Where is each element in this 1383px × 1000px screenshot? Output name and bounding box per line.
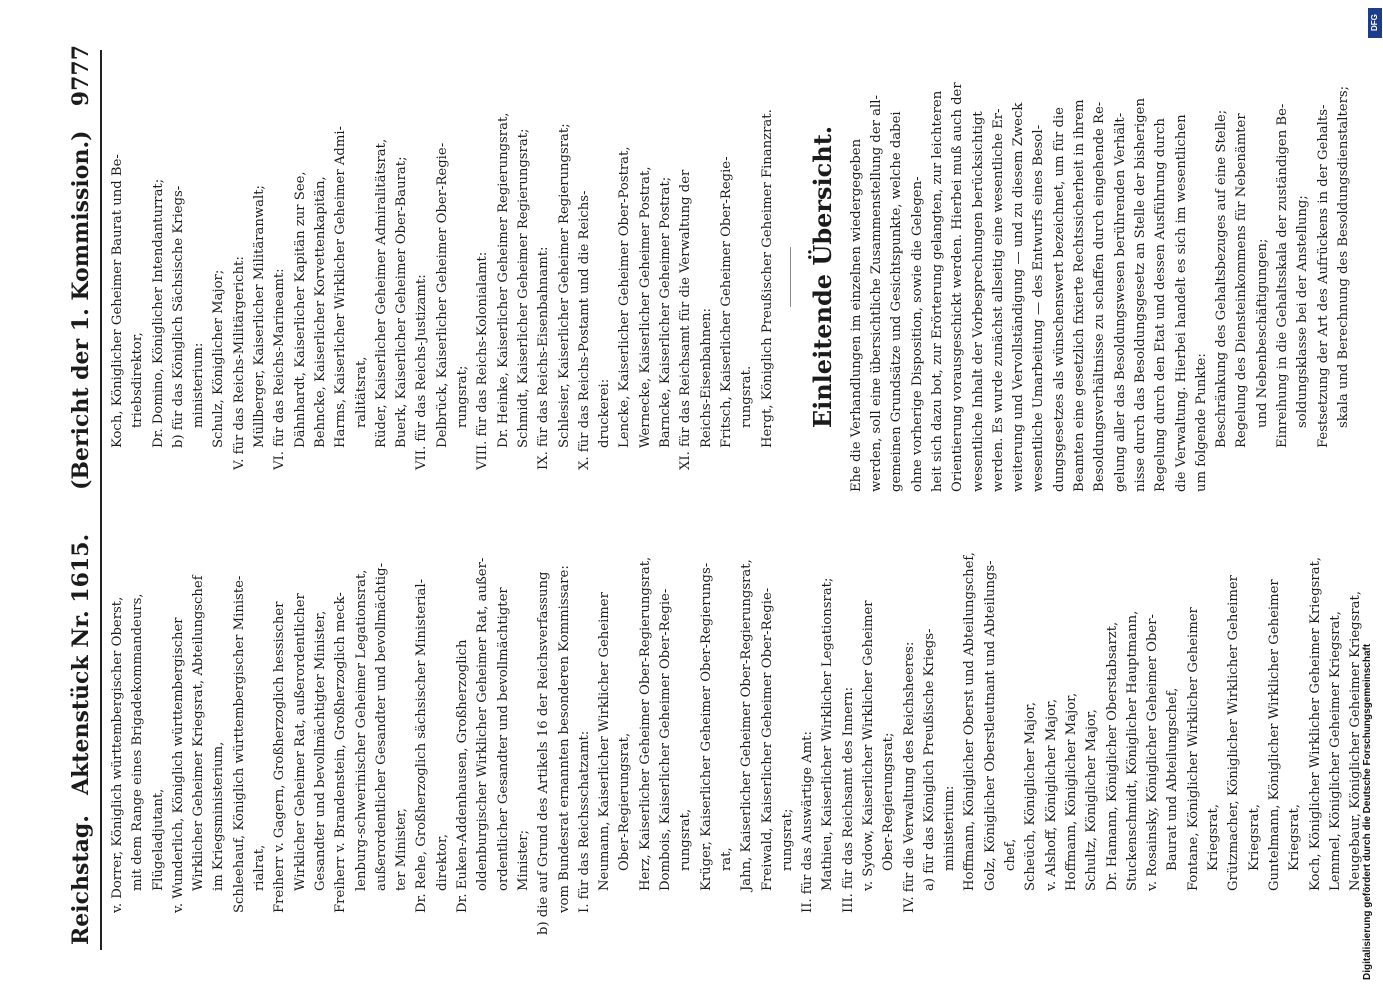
section-heading: Einleitende Übersicht. (807, 125, 837, 429)
text-line: Mathieu, Kaiserlicher Wirklicher Legationsrat; (820, 577, 836, 891)
text-line: vom Bundesrat ernannten besonderen Kommissare: (556, 565, 572, 913)
text-line: Grützmacher, Königlicher Wirklicher Geheimer (1226, 575, 1242, 891)
text-line: Reichs-Eisenbahnen: (698, 308, 714, 448)
left-column (108, 505, 1366, 935)
intro-paragraph (847, 62, 1212, 492)
text-line: Schulz, Königlicher Major; (211, 269, 227, 448)
text-line: Krüger, Kaiserlicher Geheimer Ober-Regierungs- (698, 562, 714, 891)
paragraph-line: Beamten eine gesetzlich fixierte Rechtssicherheit in ihrem (1072, 99, 1088, 492)
paragraph-line: dungsgesetzes als wünschenswert bezeichnet, um für die (1051, 107, 1067, 492)
paragraph-line: ohne vorherige Disposition, sowie die Gelegen- (909, 176, 925, 492)
text-line: rungsrat. (739, 365, 755, 428)
text-line: Kriegsrat, (1246, 803, 1262, 871)
text-line: rialrat, (252, 844, 268, 891)
commissioner-list (108, 62, 778, 492)
paragraph-line: wesentliche Inhalt der Vorbesprechungen berücksichtigt (970, 111, 986, 492)
text-line: ordentlicher Gesandter und bevollmächtigter (495, 587, 511, 891)
points-list (1212, 62, 1354, 492)
text-line: mit dem Range eines Brigadekommandeurs, (130, 593, 146, 891)
text-line: Neumann, Kaiserlicher Wirklicher Geheimer (597, 592, 613, 891)
point-line: und Nebenbeschäftigungen; (1254, 238, 1270, 428)
paragraph-line: nisse durch das Besoldungsgesetz an Stelle der bisherigen (1132, 98, 1148, 492)
text-line: oldenburgischer Wirklicher Geheimer Rat, außer- (475, 557, 491, 891)
text-line: XI. für das Reichsamt für die Verwaltung der (678, 169, 694, 470)
dfg-logo: DFG (1368, 8, 1382, 38)
paragraph-line: wesentliche Umarbeitung — des Entwurfs eines Besol- (1031, 124, 1047, 492)
header-rule (100, 50, 102, 950)
point-line: soldungsklasse bei der Anstellung; (1295, 195, 1311, 428)
paragraph-line: gelung aller das Besoldungswesen berührenden Verhält- (1112, 112, 1128, 492)
text-line: Lemmel, Königlicher Geheimer Kriegsrat, (1327, 611, 1343, 891)
text-line: II. für das Auswärtige Amt: (800, 731, 816, 913)
text-line: Fontane, Königlicher Wirklicher Geheimer (1185, 607, 1201, 891)
text-line: Scheüch, Königlicher Major, (1023, 701, 1039, 891)
text-line: Baurat und Abteilungschef, (1165, 687, 1181, 871)
paragraph-line: weiterung und Vervollständigung — und zu diesem Zweck (1011, 102, 1027, 492)
text-line: Neugebaur, Königlicher Geheimer Kriegsrat, (1348, 590, 1364, 891)
text-line: Müllberger, Kaiserlicher Militäranwalt; (252, 185, 268, 448)
text-line: VIII. für das Reichs-Kolonialamt: (475, 251, 491, 470)
point-line: skala und Berechnung des Besoldungsdienstalters; (1335, 85, 1351, 428)
text-line: Wernecke, Kaiserlicher Geheimer Postrat, (637, 166, 653, 448)
text-line: III. für das Reichsamt des Innern: (840, 686, 856, 913)
text-line: Freiherr v. Brandenstein, Großherzoglich meck- (333, 592, 349, 913)
text-line: Dr. Hamann, Königlicher Oberstabsarzt, (1104, 621, 1120, 891)
text-line: Schleehauf, Königlich württembergischer Ministe- (231, 575, 247, 913)
text-line: Wirklicher Geheimer Kriegsrat, Abteilungschef (191, 575, 207, 891)
text-line: Dr. Heinke, Kaiserlicher Geheimer Regierungsrat, (495, 112, 511, 448)
text-line: Koch, Königlicher Geheimer Baurat und Be- (110, 154, 125, 448)
text-line: v. Sydow, Kaiserlicher Wirklicher Geheimer (860, 600, 876, 891)
paragraph-line: heit sich dazu bot, zur Erörterung gelangten, zur leichteren (929, 90, 945, 492)
text-line: Wirklicher Geheimer Rat, außerordentlicher (292, 593, 308, 891)
paragraph-line: werden. Es wurde zunächst allseitig eine wesentliche Er- (990, 108, 1006, 492)
text-line: Guntelmann, Königlicher Wirklicher Geheimer (1266, 579, 1282, 891)
text-line: Harms, Kaiserlicher Wirklicher Geheimer Admi- (333, 126, 349, 448)
text-line: Dr. Domino, Königlicher Intendanturrat; (150, 178, 166, 448)
text-line: druckerei: (597, 378, 613, 448)
text-line: Dr. Rehe, Großherzoglich sächsischer Ministerial- (414, 578, 430, 913)
text-line: Dombois, Kaiserlicher Geheimer Ober-Regie- (658, 588, 674, 891)
point-line: Festsetzung der Art des Aufrückens in der Gehalts- (1315, 104, 1331, 448)
text-line: b) die auf Grund des Artikels 16 der Reichsverfassung (536, 571, 552, 935)
text-line: a) für das Königlich Preußische Kriegs- (921, 628, 937, 891)
text-line: Ober-Regierungsrat; (881, 732, 897, 871)
text-line: Golz, Königlicher Oberstleutnant und Abteilungs- (982, 560, 998, 891)
text-line: rungsrat; (779, 808, 795, 871)
text-line: Herz, Kaiserlicher Geheimer Ober-Regierungsrat, (637, 556, 653, 891)
paragraph-line: werden, soll eine übersichtliche Zusammenstellung der all- (869, 95, 885, 492)
text-line: IX. für das Reichs-Eisenbahnamt: (536, 246, 552, 470)
paragraph-line: um folgende Punkte: (1193, 353, 1209, 492)
paragraph-line: Besoldungsverhältnisse zu schaffen durch eingehende Re- (1092, 101, 1108, 492)
text-line: Flügeladjutant, (150, 788, 166, 891)
text-line: VI. für das Reichs-Marineamt: (272, 268, 288, 470)
section-divider (790, 247, 791, 307)
text-line: X. für das Reichs-Postamt und die Reichs- (576, 190, 592, 470)
text-line: v. Wunderlich, Königlich württembergischer (170, 617, 186, 913)
text-line: Barncke, Kaiserlicher Geheimer Postrat; (658, 176, 674, 448)
text-line: ministerium: (191, 342, 207, 428)
text-line: Lencke, Kaiserlicher Geheimer Ober-Postrat, (617, 146, 633, 448)
text-line: Hoffmann, Königlicher Oberst und Abteilungschef, (962, 552, 978, 891)
text-line: Ober-Regierungsrat, (617, 732, 633, 871)
text-line: Koch, Königlicher Wirklicher Geheimer Kriegsrat, (1307, 556, 1323, 891)
text-line: Kriegsrat, (1287, 803, 1303, 871)
text-line: Hoffmann, Königlicher Major, (1063, 692, 1079, 891)
text-line: chef, (1003, 838, 1019, 871)
paragraph-line: Regelung durch den Etat und dessen Ausführung durch (1153, 118, 1169, 492)
point-line: Einreihung in die Gehaltsskala der zuständigen Be- (1275, 103, 1291, 448)
text-line: Fritsch, Kaiserlicher Geheimer Ober-Regie- (718, 156, 734, 448)
page-header (62, 45, 102, 945)
text-line: rungsrat, (678, 808, 694, 871)
text-line: Hergt, Königlich Preußischer Geheimer Finanzrat. (759, 109, 775, 448)
text-line: Schlesier, Kaiserlicher Geheimer Regierungsrat; (556, 123, 572, 448)
text-line: Schmidt, Kaiserlicher Geheimer Regierungsrat; (515, 128, 531, 448)
text-line: Delbrück, Kaiserlicher Geheimer Ober-Regie- (434, 142, 450, 448)
point-line: Regelung des Diensteinkommens für Nebenämter (1234, 113, 1250, 448)
text-line: v. Alshoff, Königlicher Major, (1043, 698, 1059, 891)
paragraph-line: Orientierung vorausgeschickt werden. Hierbei muß auch der (950, 82, 966, 492)
text-line: außerordentlicher Gesandter und bevollmächtig- (373, 562, 389, 891)
text-line: Schultz, Königlicher Major, (1084, 709, 1100, 891)
digitization-note: Digitalisierung gefördert durch die Deutsche Forschungsgemeinschaft (1362, 643, 1373, 980)
paragraph-line: Ehe die Verhandlungen im einzelnen wiedergegeben (848, 138, 864, 492)
header-reichstag: Reichstag. (68, 815, 94, 945)
text-line: V. für das Reichs-Militärgericht: (231, 256, 247, 470)
text-line: ministerium: (942, 785, 958, 871)
point-line: Beschränkung des Gehaltsbezuges auf eine Stelle; (1214, 109, 1230, 448)
paragraph-line: gemeinen Grundsätze und Gesichtspunkte, welche dabei (889, 111, 905, 492)
text-line: VII. für das Reichs-Justizamt: (414, 274, 430, 470)
text-line: triebsdirektor, (130, 332, 146, 428)
page-number: 9777 (68, 45, 94, 107)
text-line: rungsrat; (455, 365, 471, 428)
header-bericht: (Bericht der 1. Kommission.) (68, 130, 94, 490)
text-line: lenburg-schwerinischer Geheimer Legationsrat, (353, 569, 369, 891)
text-line: direktor, (434, 833, 450, 891)
header-aktenstueck: Aktenstück Nr. 1615. (68, 533, 94, 795)
text-line: I. für das Reichsschatzamt: (576, 730, 592, 913)
text-line: Jahn, Kaiserlicher Geheimer Ober-Regierungsrat, (739, 559, 755, 891)
text-line: Buerk, Kaiserlicher Geheimer Ober-Baurat; (394, 156, 410, 448)
paragraph-line: die Verwaltung. Hierbei handelt es sich im wesentlichen (1173, 114, 1189, 492)
text-line: v. Dorrer, Königlich württembergischer Oberst, (110, 596, 125, 913)
text-line: Dähnhardt, Kaiserlicher Kapitän zur See, (292, 171, 308, 448)
text-line: Dr. Euken-Addenhausen, Großherzoglich (455, 639, 471, 913)
text-line: v. Rosainsky, Königlicher Geheimer Ober- (1145, 614, 1161, 891)
text-line: IV. für die Verwaltung des Reichsheeres: (901, 641, 917, 913)
text-line: Freiwald, Kaiserlicher Geheimer Ober-Regie- (759, 587, 775, 891)
text-line: im Kriegsministerium, (211, 741, 227, 891)
right-column (108, 62, 1354, 492)
text-line: Stuckenschmidt, Königlicher Hauptmann, (1124, 610, 1140, 891)
text-line: Behncke, Kaiserlicher Korvettenkapitän, (312, 176, 328, 448)
text-line: rat, (718, 847, 734, 871)
text-line: ter Minister, (394, 808, 410, 891)
text-line: Kriegsrat, (1206, 803, 1222, 871)
text-line: Freiherr v. Gagern, Großherzoglich hessischer (272, 601, 288, 913)
text-line: ralitätsrat, (353, 356, 369, 428)
text-line: Gesandter und bevollmächtigter Minister, (312, 610, 328, 891)
text-line: b) für das Königlich Sächsische Kriegs- (170, 185, 186, 448)
text-line: Minister; (515, 829, 531, 891)
text-line: Rüder, Kaiserlicher Geheimer Admiralitätsrat, (373, 138, 389, 448)
